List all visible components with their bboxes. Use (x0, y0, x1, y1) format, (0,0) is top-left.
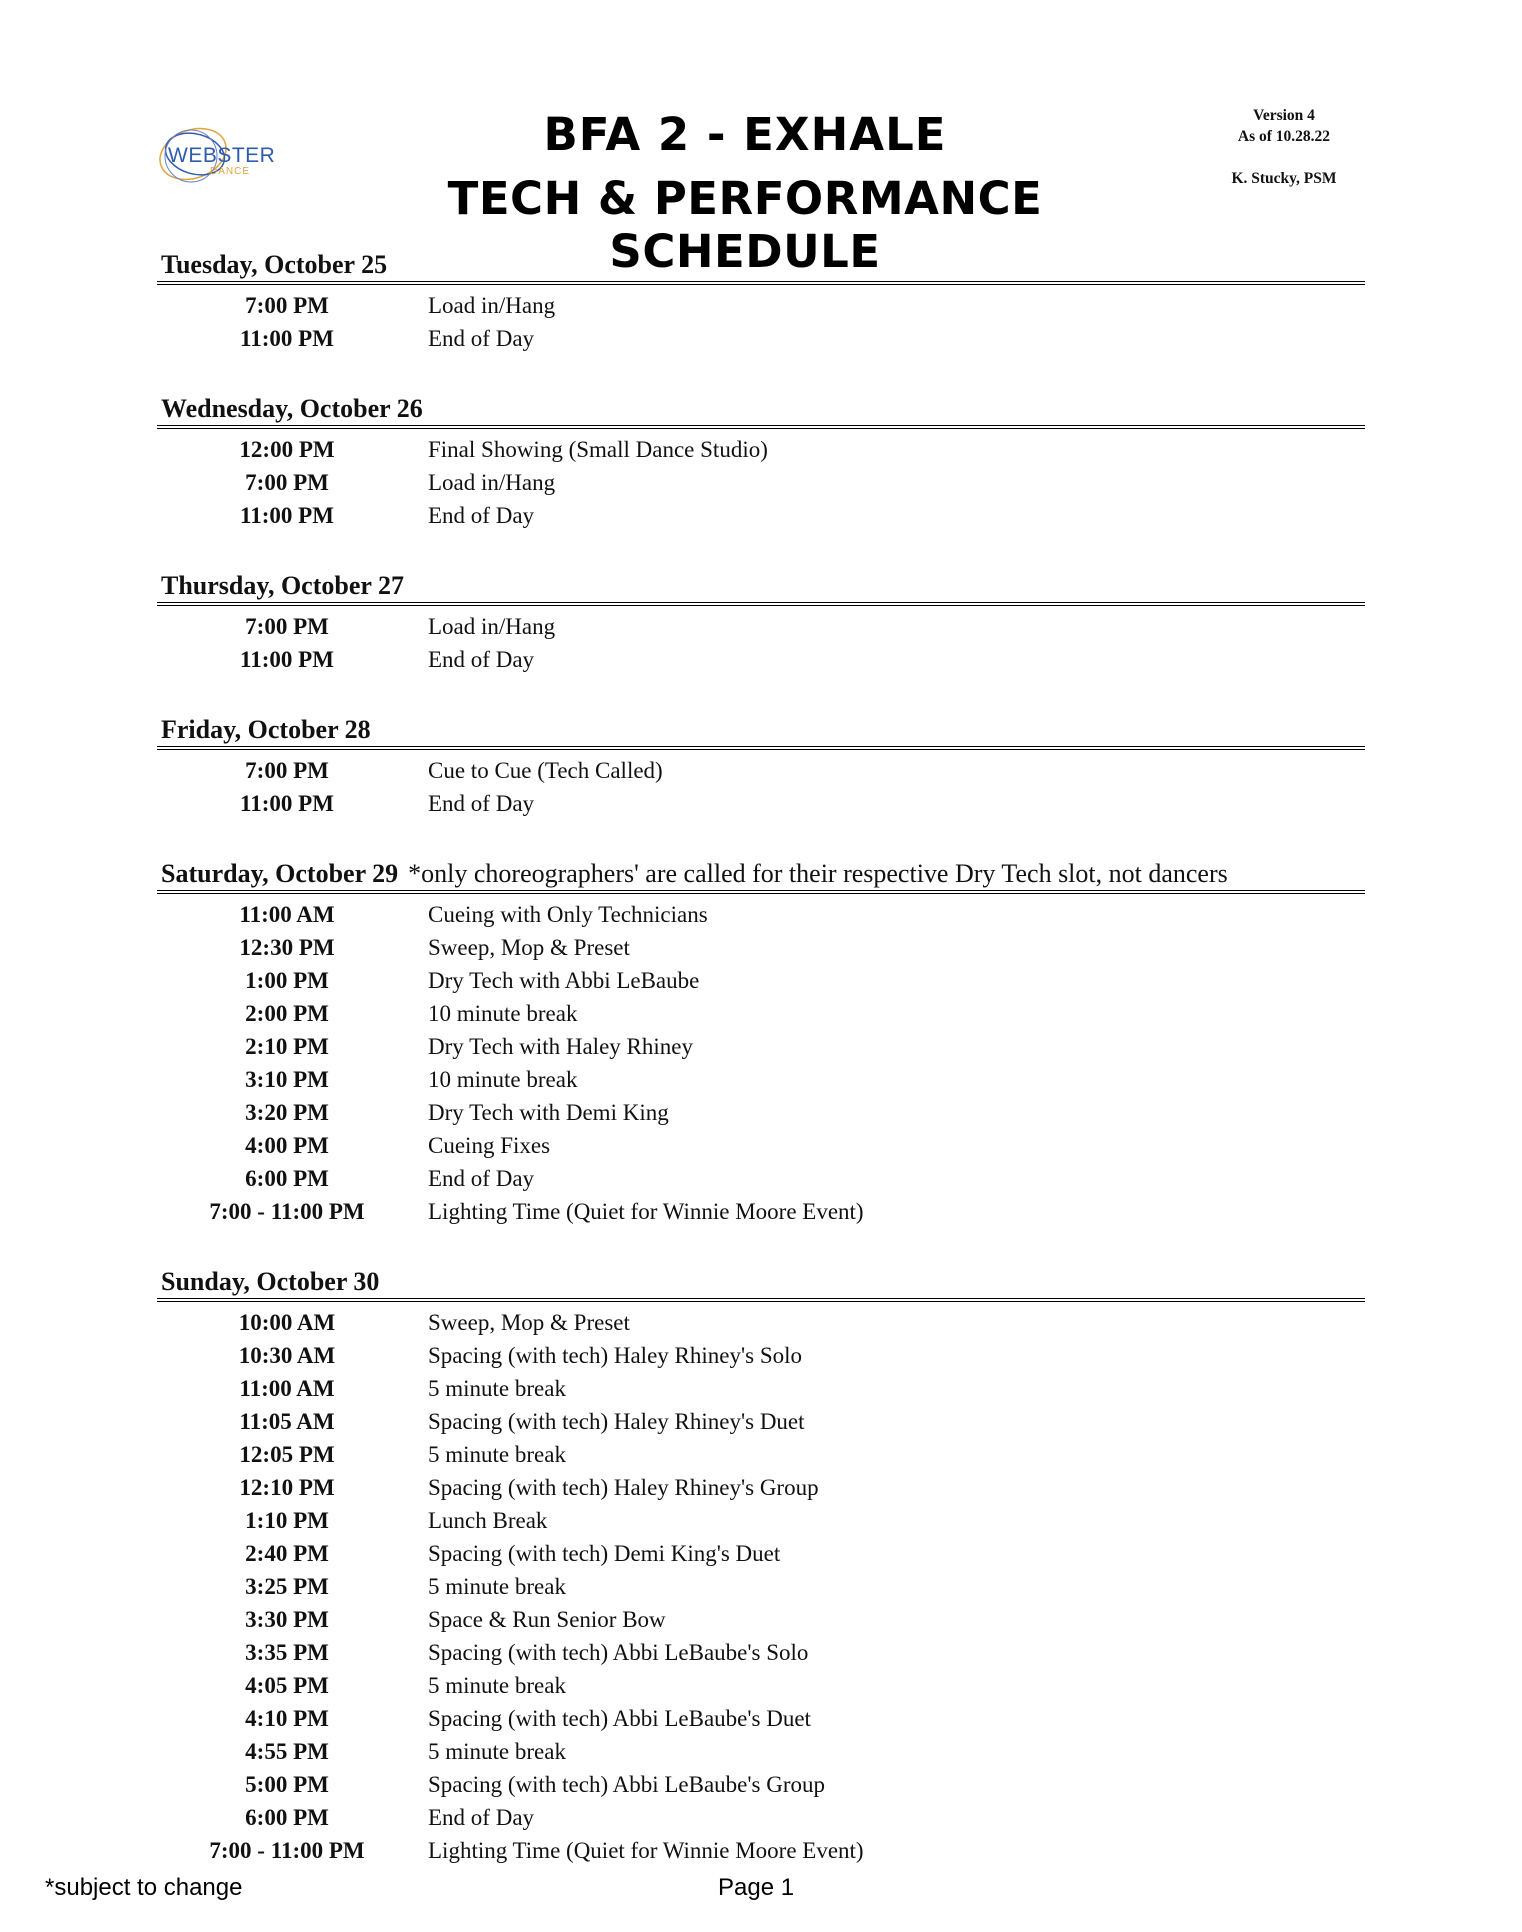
schedule-row (157, 1636, 1365, 1669)
row-time: 4:10 PM (245, 1705, 329, 1731)
row-activity: 10 minute break (428, 1000, 578, 1026)
day-heading (157, 569, 1365, 602)
row-time: 3:25 PM (245, 1573, 329, 1599)
day-heading (157, 248, 1365, 281)
row-time: 3:35 PM (245, 1639, 329, 1665)
day-section (157, 713, 1365, 820)
logo-subtext: DANCE (210, 166, 251, 177)
schedule-row (157, 499, 1365, 532)
schedule-row (157, 787, 1365, 820)
row-activity: Spacing (with tech) Haley Rhiney's Duet (428, 1408, 805, 1434)
page-number: Page 1 (718, 1874, 795, 1901)
row-time: 2:00 PM (245, 1000, 329, 1026)
row-activity: Cueing Fixes (428, 1132, 551, 1158)
row-time: 1:10 PM (245, 1507, 329, 1533)
double-rule-divider (157, 281, 1365, 285)
day-section (157, 569, 1365, 676)
row-time: 6:00 PM (245, 1804, 329, 1830)
row-time: 3:10 PM (245, 1066, 329, 1092)
row-time: 1:00 PM (245, 967, 329, 993)
day-section (157, 1265, 1365, 1867)
row-activity: End of Day (428, 790, 535, 816)
schedule-row (157, 289, 1365, 322)
schedule-row (157, 754, 1365, 787)
schedule-row (157, 1702, 1365, 1735)
schedule-row (157, 1162, 1365, 1195)
row-activity: End of Day (428, 325, 535, 351)
schedule-row (157, 1735, 1365, 1768)
schedule-row (157, 433, 1365, 466)
day-label: Saturday, October 29 (161, 859, 399, 888)
row-activity: End of Day (428, 1165, 535, 1191)
row-activity: Lighting Time (Quiet for Winnie Moore Event) (428, 1198, 864, 1224)
schedule-row (157, 466, 1365, 499)
row-activity: Dry Tech with Haley Rhiney (428, 1033, 693, 1059)
day-label: Friday, October 28 (161, 715, 371, 744)
row-time: 12:10 PM (239, 1474, 335, 1500)
row-time: 7:00 PM (245, 613, 329, 639)
row-activity: 5 minute break (428, 1738, 566, 1764)
double-rule-divider (157, 602, 1365, 606)
row-time: 10:30 AM (238, 1342, 336, 1368)
row-activity: Spacing (with tech) Abbi LeBaube's Solo (428, 1639, 809, 1665)
double-rule-divider (157, 746, 1365, 750)
row-time: 3:20 PM (245, 1099, 329, 1125)
row-activity: Lunch Break (428, 1507, 548, 1533)
row-activity: Load in/Hang (428, 469, 556, 495)
row-activity: Load in/Hang (428, 292, 556, 318)
row-time: 6:00 PM (245, 1165, 329, 1191)
day-label: Thursday, October 27 (161, 571, 404, 600)
schedule-row (157, 898, 1365, 931)
schedule-row (157, 1063, 1365, 1096)
day-label: Sunday, October 30 (161, 1267, 380, 1296)
schedule-row (157, 643, 1365, 676)
row-time: 4:00 PM (245, 1132, 329, 1158)
row-activity: 5 minute break (428, 1375, 566, 1401)
day-section (157, 857, 1365, 1228)
schedule-row (157, 931, 1365, 964)
row-activity: Dry Tech with Abbi LeBaube (428, 967, 700, 993)
row-time: 12:05 PM (239, 1441, 335, 1467)
day-spacer (157, 1228, 1365, 1265)
day-heading (157, 1265, 1365, 1298)
schedule-row (157, 1195, 1365, 1228)
row-time: 7:00 - 11:00 PM (209, 1198, 365, 1224)
disclaimer-text: *subject to change (45, 1874, 243, 1901)
double-rule-divider (157, 890, 1365, 894)
day-spacer (157, 355, 1365, 392)
schedule-row (157, 997, 1365, 1030)
day-spacer (157, 676, 1365, 713)
row-time: 2:10 PM (245, 1033, 329, 1059)
schedule-row (157, 1339, 1365, 1372)
row-activity: Spacing (with tech) Haley Rhiney's Solo (428, 1342, 802, 1368)
row-time: 7:00 PM (245, 292, 329, 318)
day-heading (157, 713, 1365, 746)
row-activity: 5 minute break (428, 1573, 566, 1599)
row-time: 4:05 PM (245, 1672, 329, 1698)
row-time: 11:00 PM (240, 646, 334, 672)
row-activity: End of Day (428, 1804, 535, 1830)
row-activity: End of Day (428, 502, 535, 528)
double-rule-divider (157, 1298, 1365, 1302)
day-spacer (157, 532, 1365, 569)
day-section (157, 248, 1365, 355)
schedule-row (157, 964, 1365, 997)
row-activity: Space & Run Senior Bow (428, 1606, 666, 1632)
row-time: 11:00 PM (240, 325, 334, 351)
version-label: Version 4 (1253, 107, 1315, 124)
row-activity: Cueing with Only Technicians (428, 901, 708, 927)
schedule-row (157, 1306, 1365, 1339)
schedule-row (157, 1768, 1365, 1801)
row-time: 11:00 AM (239, 901, 335, 927)
row-time: 5:00 PM (245, 1771, 329, 1797)
row-time: 7:00 PM (245, 469, 329, 495)
webster-dance-logo (155, 118, 275, 190)
row-time: 11:00 PM (240, 790, 334, 816)
author-label: K. Stucky, PSM (1231, 170, 1337, 187)
day-heading (157, 857, 1365, 890)
schedule-row (157, 1030, 1365, 1063)
schedule-row (157, 1129, 1365, 1162)
schedule-row (157, 1504, 1365, 1537)
day-spacer (157, 820, 1365, 857)
row-activity: Spacing (with tech) Demi King's Duet (428, 1540, 781, 1566)
row-time: 11:00 AM (239, 1375, 335, 1401)
row-activity: Sweep, Mop & Preset (428, 1309, 630, 1335)
row-time: 7:00 - 11:00 PM (209, 1837, 365, 1863)
row-time: 3:30 PM (245, 1606, 329, 1632)
schedule-row (157, 610, 1365, 643)
day-label: Wednesday, October 26 (161, 394, 423, 423)
row-time: 11:00 PM (240, 502, 334, 528)
schedule-row (157, 1801, 1365, 1834)
row-activity: Sweep, Mop & Preset (428, 934, 630, 960)
schedule-row (157, 1570, 1365, 1603)
row-time: 4:55 PM (245, 1738, 329, 1764)
day-heading (157, 392, 1365, 425)
row-activity: Spacing (with tech) Haley Rhiney's Group (428, 1474, 819, 1500)
row-activity: Final Showing (Small Dance Studio) (428, 436, 768, 462)
schedule-row (157, 1471, 1365, 1504)
schedule-row (157, 1096, 1365, 1129)
row-activity: Spacing (with tech) Abbi LeBaube's Duet (428, 1705, 811, 1731)
row-time: 12:30 PM (239, 934, 335, 960)
row-activity: Cue to Cue (Tech Called) (428, 757, 663, 783)
as-of-date: As of 10.28.22 (1237, 128, 1331, 145)
day-note: *only choreographers' are called for their respective Dry Tech slot, not dancers (408, 859, 1228, 888)
schedule-row (157, 1438, 1365, 1471)
row-activity: 10 minute break (428, 1066, 578, 1092)
schedule-row (157, 1405, 1365, 1438)
logo-wordmark: WEBSTER (168, 144, 276, 167)
schedule-row (157, 1669, 1365, 1702)
day-section (157, 392, 1365, 532)
document-subtitle: TECH & PERFORMANCE SCHEDULE (447, 172, 1043, 278)
double-rule-divider (157, 425, 1365, 429)
row-time: 7:00 PM (245, 757, 329, 783)
day-label: Tuesday, October 25 (161, 250, 388, 279)
schedule-row (157, 1834, 1365, 1867)
row-time: 11:05 AM (239, 1408, 335, 1434)
schedule-row (157, 1603, 1365, 1636)
schedule-row (157, 322, 1365, 355)
row-time: 12:00 PM (239, 436, 335, 462)
row-activity: Load in/Hang (428, 613, 556, 639)
row-activity: Spacing (with tech) Abbi LeBaube's Group (428, 1771, 825, 1797)
document-title: BFA 2 - EXHALE (543, 108, 947, 161)
row-activity: Dry Tech with Demi King (428, 1099, 669, 1125)
schedule-row (157, 1537, 1365, 1570)
schedule-row (157, 1372, 1365, 1405)
row-activity: End of Day (428, 646, 535, 672)
row-activity: 5 minute break (428, 1441, 566, 1467)
row-activity: Lighting Time (Quiet for Winnie Moore Event) (428, 1837, 864, 1863)
row-activity: 5 minute break (428, 1672, 566, 1698)
schedule-list (157, 248, 1365, 1867)
row-time: 2:40 PM (245, 1540, 329, 1566)
row-time: 10:00 AM (238, 1309, 336, 1335)
